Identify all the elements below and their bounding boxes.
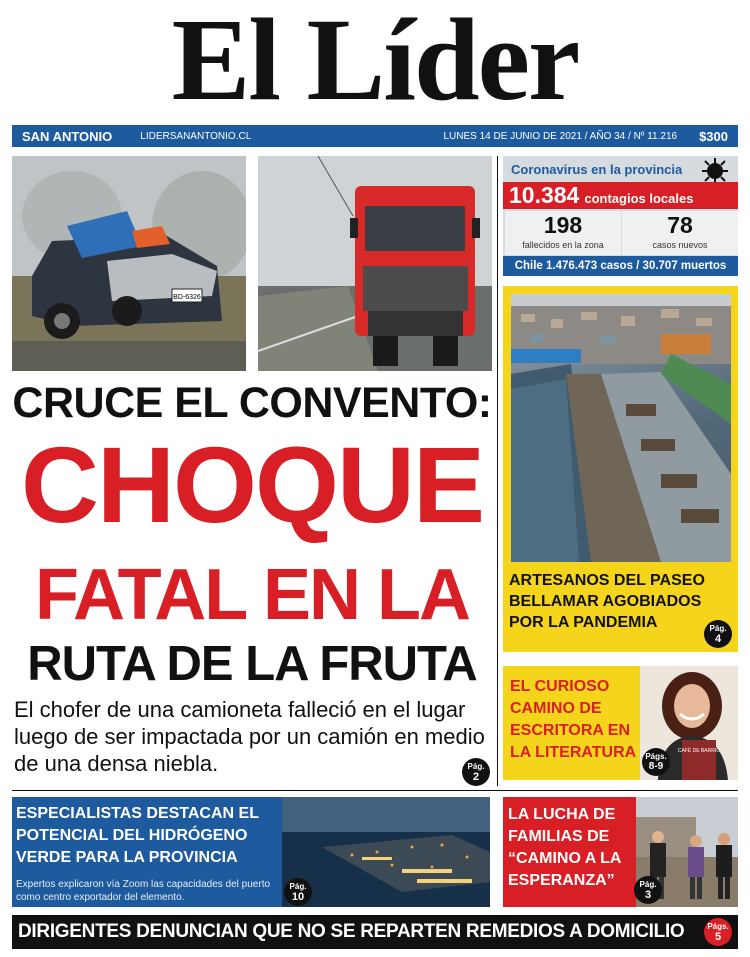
headline-secondary: RUTA DE LA FRUTA	[27, 637, 477, 691]
fallecidos-cell	[505, 211, 621, 255]
nuevos-number: 78	[667, 212, 693, 238]
nuevos-cell	[622, 211, 738, 255]
issue-date: LUNES 14 DE JUNIO DE 2021 / AÑO 34 / Nº 11.216	[443, 130, 678, 142]
page-badge-label: Pág.	[467, 761, 485, 771]
contagios-number: 10.384	[509, 182, 580, 208]
chile-totals: Chile 1.476.473 casos / 30.707 muertos	[503, 256, 738, 276]
covid-contagios-row	[503, 182, 738, 209]
website-label: LIDERSANANTONIO.CL	[140, 130, 252, 142]
book-cover-text: CAFÉ DE BARRIO	[677, 748, 721, 754]
port-photo	[282, 797, 490, 907]
hidrogeno-subtitle: Expertos explicaron vía Zoom las capacidades del puerto como centro exportador del elemento.	[16, 879, 271, 903]
hidrogeno-page-badge	[284, 878, 312, 906]
artesanos-page-number: 4	[714, 632, 722, 645]
price-label: $300	[699, 128, 728, 144]
lucha-headline: LA LUCHA DE FAMILIAS DE “CAMINO A LA ESPERANZA”	[508, 806, 621, 889]
column-divider	[497, 156, 498, 786]
bottom-page-number: 5	[714, 930, 722, 943]
newspaper-title: El Líder	[171, 0, 579, 125]
artesanos-headline: ARTESANOS DEL PASEO BELLAMAR AGOBIADOS POR LA PANDEMIA	[509, 572, 705, 631]
contagios-label: contagios locales	[584, 191, 694, 206]
fallecidos-label: fallecidos en la zona	[522, 240, 604, 250]
artesanos-page-label: Pág.	[709, 623, 727, 633]
lucha-page-number: 3	[644, 888, 652, 901]
paseo-bellamar-photo	[511, 294, 731, 562]
headline-kicker: CRUCE EL CONVENTO:	[12, 379, 492, 427]
page-badge	[462, 758, 490, 786]
hidrogeno-headline: ESPECIALISTAS DESTACAN EL POTENCIAL DEL HIDRÓGENO VERDE PARA LA PROVINCIA	[16, 805, 259, 866]
masthead	[0, 0, 750, 125]
curioso-page-number: 8-9	[648, 761, 664, 772]
virus-icon	[701, 157, 729, 185]
hidrogeno-page-label: Pág.	[289, 881, 307, 891]
artesanos-page-badge	[704, 620, 732, 648]
lead-paragraph: El chofer de una camioneta falleció en el lugar luego de ser impactada por un camión en medio de una densa niebla.	[14, 697, 485, 776]
nuevos-label: casos nuevos	[652, 240, 708, 250]
page-badge-number: 2	[472, 770, 480, 783]
lucha-page-label: Pág.	[639, 879, 657, 889]
crashed-truck-photo	[258, 156, 492, 371]
license-plate: BD-6326	[173, 294, 201, 301]
covid-title: Coronavirus en la provincia	[511, 162, 683, 177]
hidrogeno-page-number: 10	[291, 890, 305, 903]
curioso-page-badge	[642, 748, 670, 776]
curioso-page-label: Págs.	[645, 752, 667, 761]
city-label: SAN ANTONIO	[22, 128, 113, 144]
bottom-headline: DIRIGENTES DENUNCIAN QUE NO SE REPARTEN REMEDIOS A DOMICILIO	[12, 915, 738, 949]
lucha-page-badge	[634, 876, 662, 904]
curioso-headline: EL CURIOSO CAMINO DE ESCRITORA EN LA LITERATURA	[510, 678, 637, 761]
bottom-page-label: Págs.	[707, 921, 729, 931]
row-divider	[12, 790, 738, 791]
info-bar	[12, 125, 738, 147]
crashed-car-photo	[12, 156, 246, 371]
headline-main-line2: FATAL EN LA	[35, 555, 469, 635]
bottom-page-badge	[704, 918, 732, 946]
headline-main: CHOQUE	[20, 424, 484, 545]
fallecidos-number: 198	[543, 212, 583, 238]
covid-box	[503, 156, 738, 276]
